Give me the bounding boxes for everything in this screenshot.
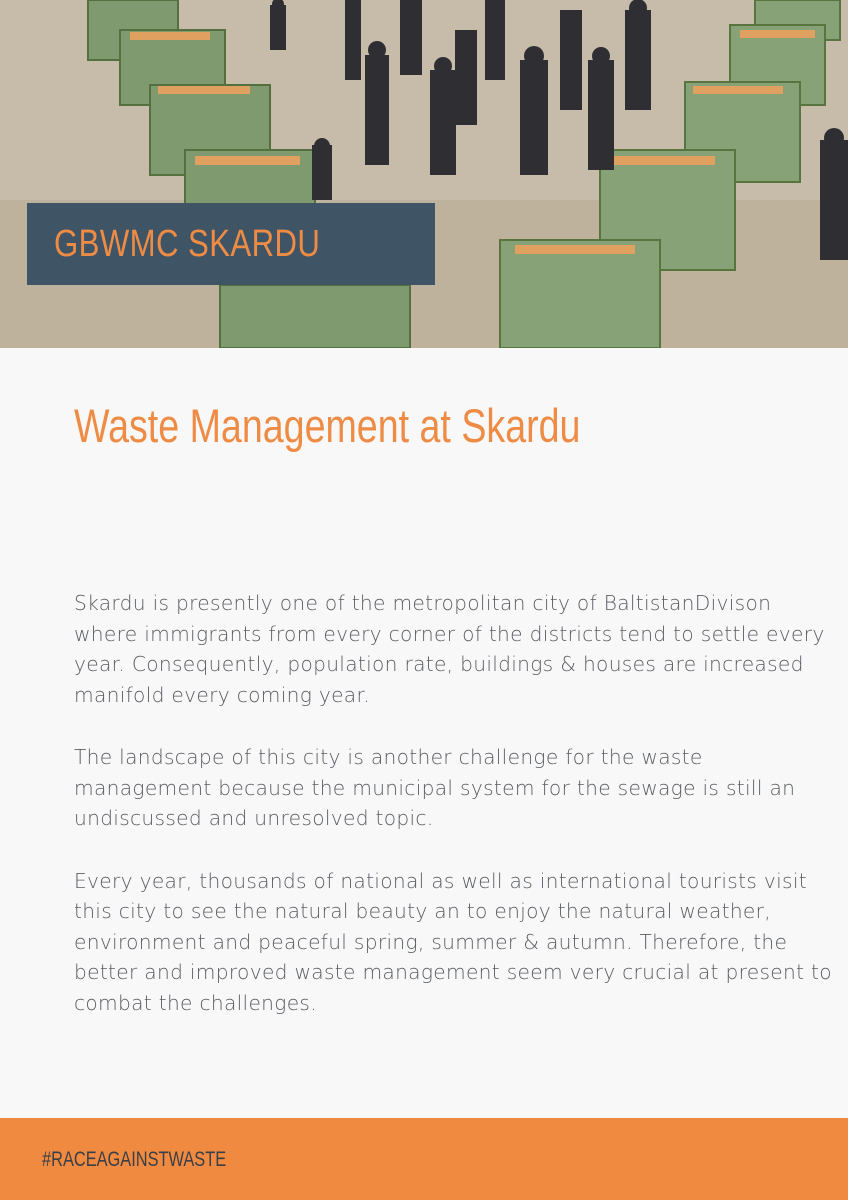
paragraph-1: Skardu is presently one of the metropolitan city of BaltistanDivison where immigrants from every corner of the districts tend to settle every year. Consequently, population rate, buildings & houses are increased manifold every coming year. (74, 591, 825, 707)
paragraph-3: Every year, thousands of national as well as international tourists visit this city to see the natural beauty an to enjoy the natural weather, environment and peaceful spring, summer & autumn. Therefore, the better and improved waste management seem very crucial at present to combat the challenges. (74, 868, 832, 1015)
hero-image (0, 0, 848, 348)
banner-title: GBWMC SKARDU (54, 222, 321, 265)
article-body (74, 588, 834, 1050)
footer-hashtag: #RACEAGAINSTWASTE (42, 1148, 227, 1171)
hero-photo-illustration (0, 0, 848, 348)
hero-banner (27, 203, 435, 285)
page-title: Waste Management at Skardu (74, 399, 581, 452)
paragraph-2: The landscape of this city is another challenge for the waste management because the municipal system for the sewage is still an undiscussed and unresolved topic. (74, 745, 796, 830)
